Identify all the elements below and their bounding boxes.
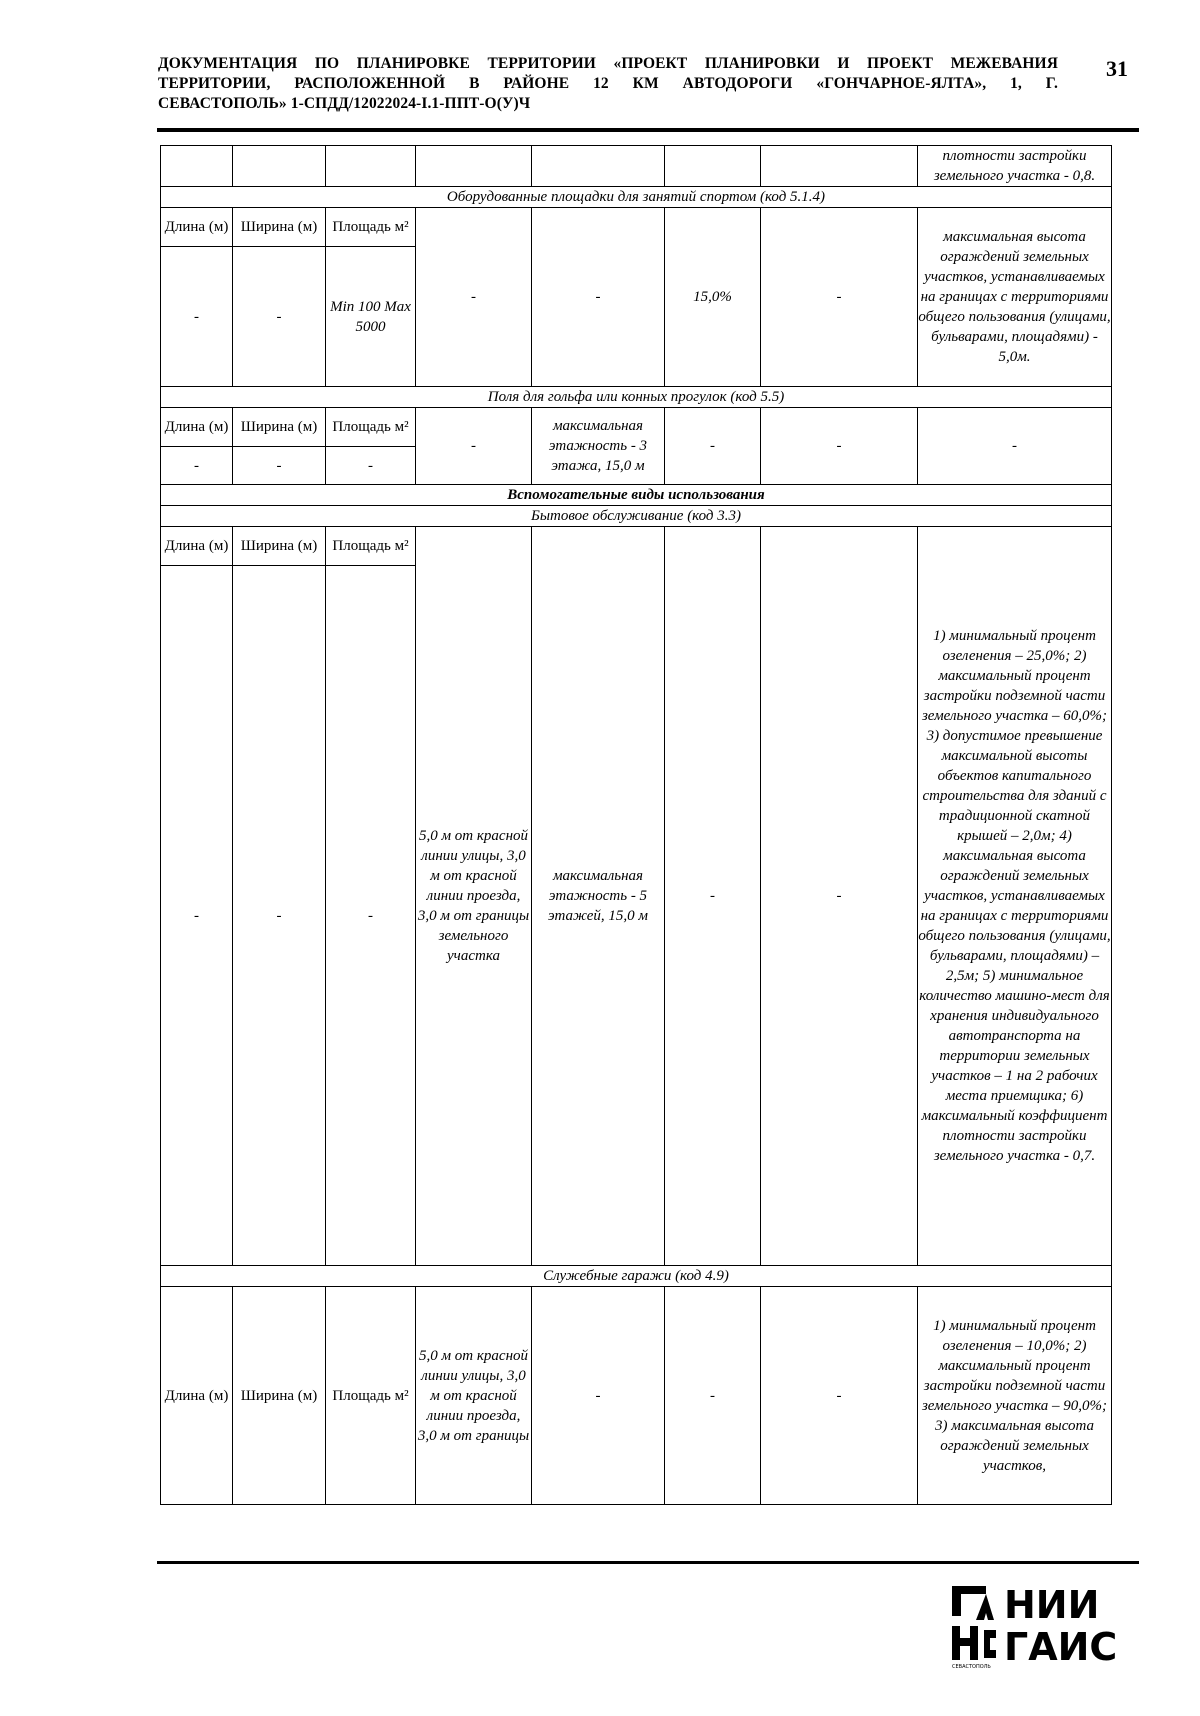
table-row: [161, 146, 1112, 187]
cell-col8: -: [918, 408, 1112, 485]
section-title: Поля для гольфа или конных прогулок (код 5.5): [161, 387, 1112, 408]
table-row: [161, 408, 1112, 447]
logo-name-line2: ГАИС: [1004, 1625, 1118, 1669]
area-label: Площадь м²: [326, 527, 416, 566]
width-value: -: [233, 566, 326, 1266]
regulations-table: [160, 145, 1112, 1505]
cell-col6: -: [665, 527, 761, 1266]
cell-col5: максимальная этажность - 5 этажей, 15,0 м: [532, 527, 665, 1266]
cell-col5: максимальная этажность - 3 этажа, 15,0 м: [532, 408, 665, 485]
cell-col7: -: [761, 1287, 918, 1505]
cell-col8: плотности застройки земельного участка - 0,8.: [918, 146, 1112, 187]
width-label: Ширина (м): [233, 527, 326, 566]
section-title-row: [161, 1266, 1112, 1287]
section-title: Бытовое обслуживание (код 3.3): [161, 506, 1112, 527]
document-header: [158, 54, 1058, 114]
cell-col6: 15,0%: [665, 208, 761, 387]
cell-col4: 5,0 м от красной линии улицы, 3,0 м от красной линии проезда, 3,0 м от границы земельного участка: [416, 527, 532, 1266]
logo-name-line1: НИИ: [1004, 1583, 1100, 1627]
cell-col7: -: [761, 208, 918, 387]
header-line-3: СЕВАСТОПОЛЬ» 1-СПДД/12022024-I.1-ППТ-О(У)Ч: [158, 95, 531, 112]
length-label: Длина (м): [161, 408, 233, 447]
length-value: -: [161, 447, 233, 485]
cell-col7: -: [761, 527, 918, 1266]
cell-col4: -: [416, 408, 532, 485]
area-label: Площадь м²: [326, 208, 416, 247]
cell-col5: -: [532, 208, 665, 387]
logo-mark-icon: [952, 1586, 996, 1660]
table-row: [161, 208, 1112, 247]
width-value: -: [233, 447, 326, 485]
length-label: Длина (м): [161, 1287, 233, 1505]
cell-col8: 1) минимальный процент озеленения – 10,0%; 2) максимальный процент застройки подземной части земельного участка – 90,0%; 3) максимальная высота ограждений земельных участков,: [918, 1287, 1112, 1505]
width-label: Ширина (м): [233, 1287, 326, 1505]
header-line-1: ДОКУМЕНТАЦИЯ ПО ПЛАНИРОВКЕ ТЕРРИТОРИИ «ПРОЕКТ ПЛАНИРОВКИ И ПРОЕКТ МЕЖЕВАНИЯ: [158, 55, 1058, 72]
table-row: [161, 1287, 1112, 1505]
length-value: -: [161, 247, 233, 387]
area-label: Площадь м²: [326, 408, 416, 447]
cell-col4: 5,0 м от красной линии улицы, 3,0 м от красной линии проезда, 3,0 м от границы: [416, 1287, 532, 1505]
length-label: Длина (м): [161, 527, 233, 566]
section-title-row: [161, 485, 1112, 506]
footer-rule: [157, 1561, 1139, 1564]
area-value: -: [326, 447, 416, 485]
area-value: -: [326, 566, 416, 1266]
header-line-2: ТЕРРИТОРИИ, РАСПОЛОЖЕННОЙ В РАЙОНЕ 12 КМ АВТОДОРОГИ «ГОНЧАРНОЕ-ЯЛТА», 1, Г.: [158, 75, 1058, 92]
group-title: Вспомогательные виды использования: [161, 485, 1112, 506]
section-title: Служебные гаражи (код 4.9): [161, 1266, 1112, 1287]
length-label: Длина (м): [161, 208, 233, 247]
cell-col6: -: [665, 1287, 761, 1505]
section-title: Оборудованные площадки для занятий спортом (код 5.1.4): [161, 187, 1112, 208]
cell-col8: 1) минимальный процент озеленения – 25,0%; 2) максимальный процент застройки подземной части земельного участка – 60,0%; 3) допустимое превышение максимальной высоты объектов капитального строительства для зданий с традиционной скатной крышей – 2,0м; 4) максимальная высота ограждений земельных участков, устанавливаемых на границах с территориями общего пользования (улицами, бульварами, площадями) – 2,5м; 5) минимальное количество машино-мест для хранения индивидуального автотранспорта на территории земельных участков – 1 на 2 рабочих места приемщика; 6) максимальный коэффициент плотности застройки земельного участка - 0,7.: [918, 527, 1112, 1266]
area-value: Min 100 Max 5000: [326, 247, 416, 387]
cell-col8: максимальная высота ограждений земельных участков, устанавливаемых на границах с территориями общего пользования (улицами, бульварами, площадями) - 5,0м.: [918, 208, 1112, 387]
length-value: -: [161, 566, 233, 1266]
width-label: Ширина (м): [233, 208, 326, 247]
header-rule: [157, 128, 1139, 132]
section-title-row: [161, 187, 1112, 208]
logo-caption: СЕВАСТОПОЛЬ: [952, 1664, 991, 1670]
cell-col5: -: [532, 1287, 665, 1505]
section-title-row: [161, 387, 1112, 408]
width-label: Ширина (м): [233, 408, 326, 447]
cell-col7: -: [761, 408, 918, 485]
width-value: -: [233, 247, 326, 387]
page-number: 31: [1106, 56, 1128, 81]
table-row: [161, 527, 1112, 566]
cell-col4: -: [416, 208, 532, 387]
cell-col6: -: [665, 408, 761, 485]
area-label: Площадь м²: [326, 1287, 416, 1505]
niigais-logo: [950, 1580, 1130, 1670]
section-title-row: [161, 506, 1112, 527]
